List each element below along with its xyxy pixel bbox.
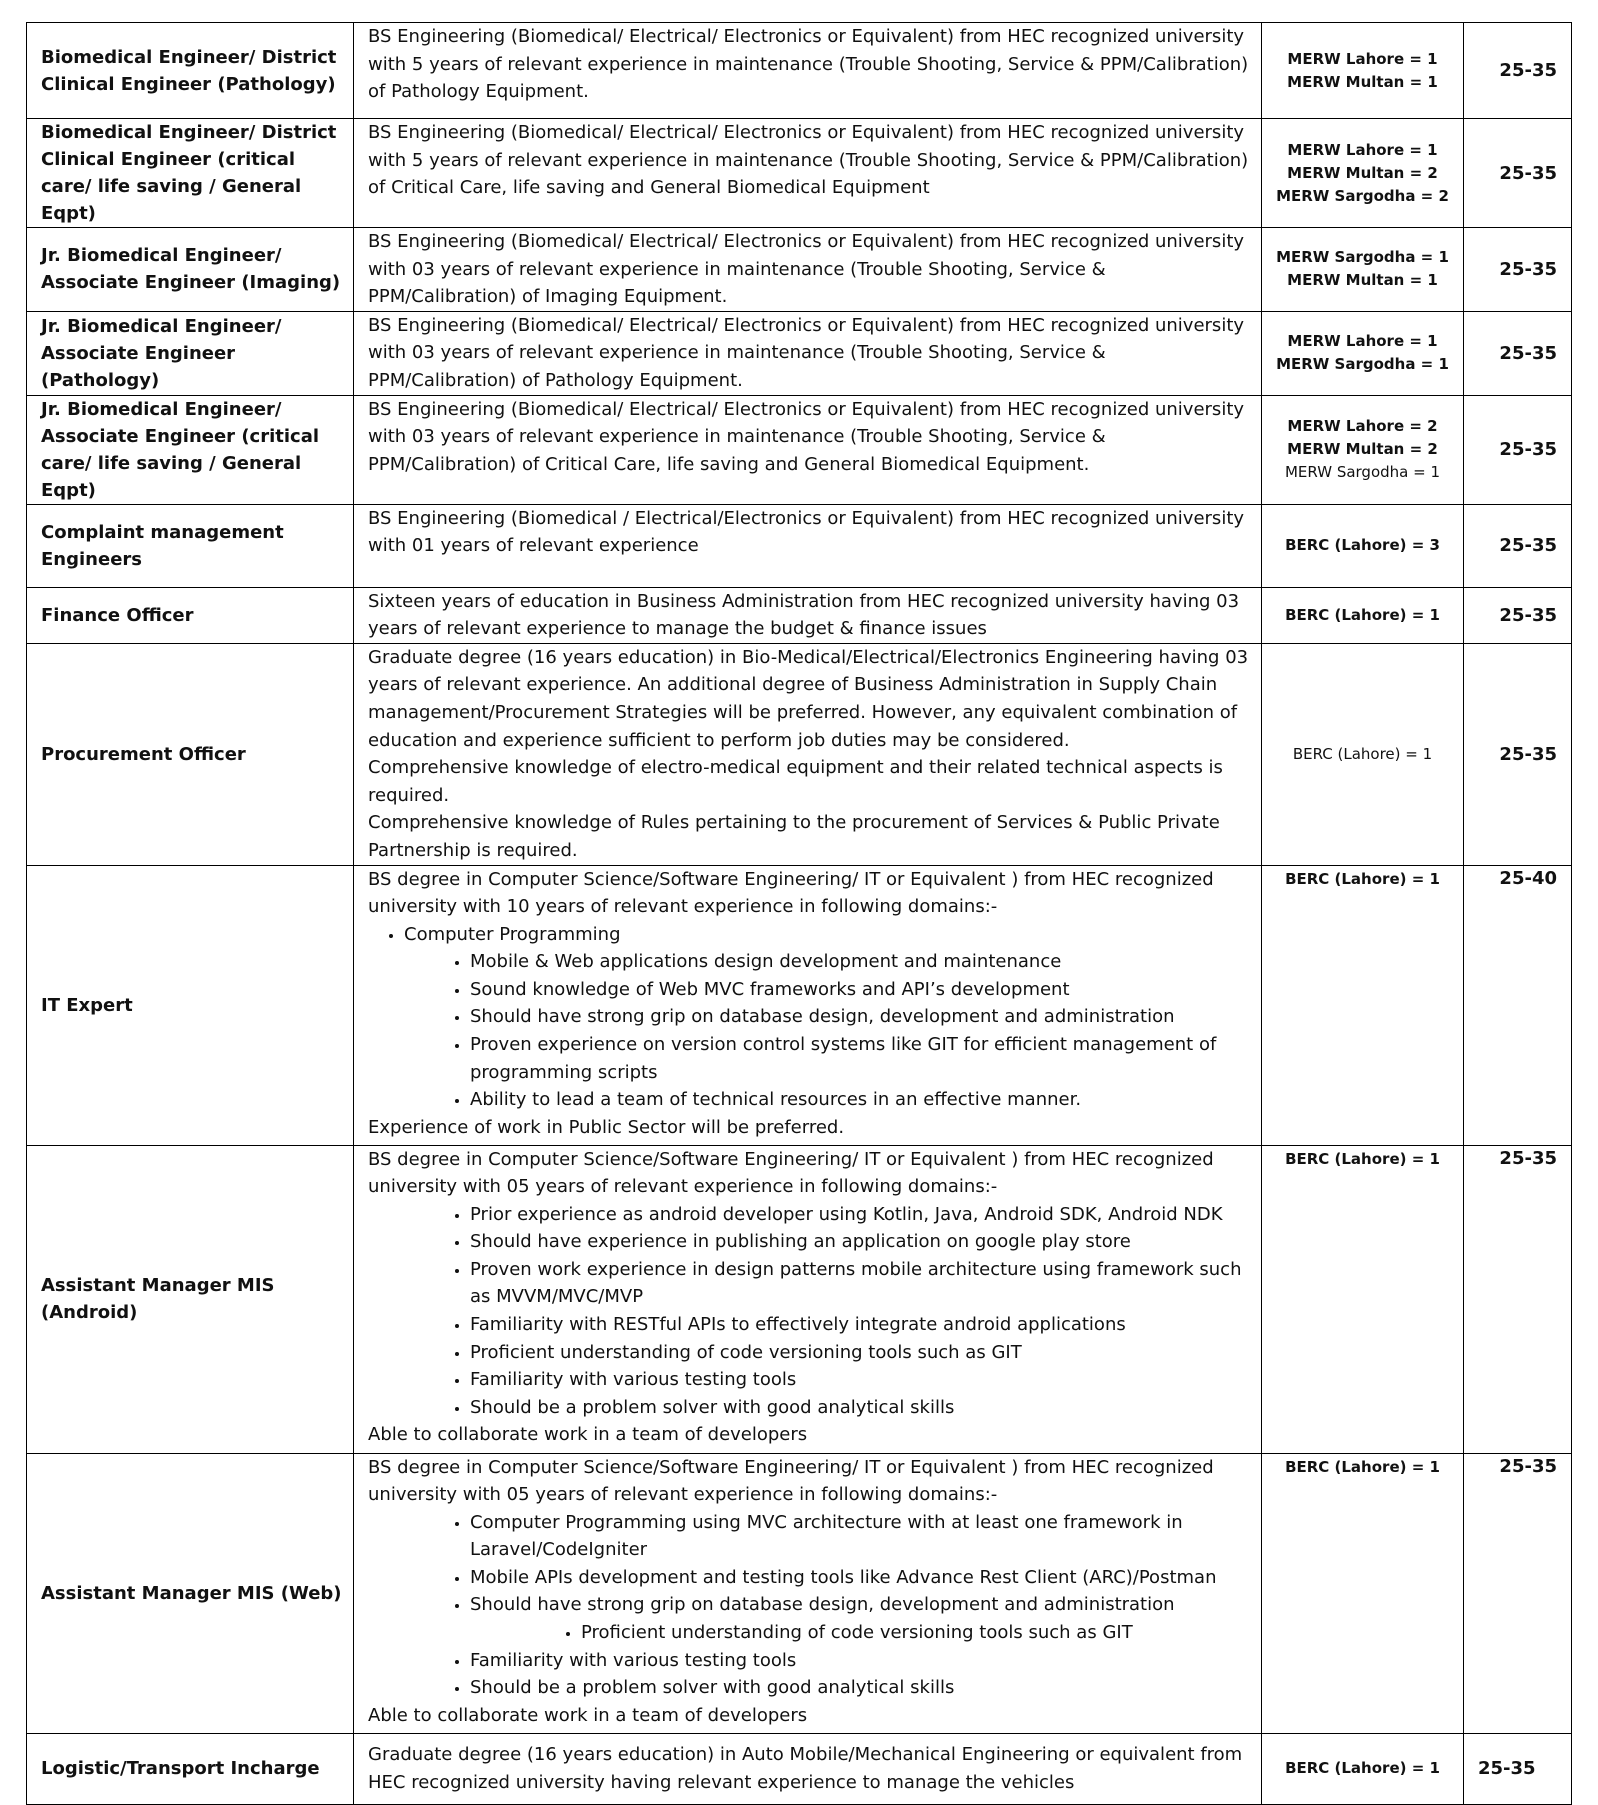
list-item: • Familiarity with various testing tools bbox=[470, 1647, 1251, 1675]
age-limit: 25-35 bbox=[1464, 504, 1572, 587]
table-row bbox=[27, 23, 1572, 119]
qualification-outro: Able to collaborate work in a team of developers bbox=[368, 1424, 808, 1446]
table-row bbox=[27, 1145, 1572, 1453]
seats bbox=[1262, 1145, 1464, 1453]
qualification bbox=[354, 1733, 1262, 1804]
qualification-text: Graduate degree (16 years education) in Bio-Medical/Electrical/Electronics Engineering having 03 years of relevant experience. An additional degree of Business Administration in Supply Chain management/Procurement Strategies will be preferred. However, any equivalent combination of education and experience sufficient to perform job duties may be considered. bbox=[368, 646, 1249, 751]
post-name: Biomedical Engineer/ District Clinical Engineer (Pathology) bbox=[27, 23, 354, 119]
table-row bbox=[27, 395, 1572, 504]
qualification-text: BS Engineering (Biomedical/ Electrical/ Electronics or Equivalent) from HEC recognized university with 03 years of relevant experience in maintenance (Trouble Shooting, Service & PPM/Calibration) of Imaging Equipment. bbox=[368, 231, 1245, 308]
seat-entry: MERW Lahore = 1 bbox=[1287, 49, 1438, 68]
post-name: Logistic/Transport Incharge bbox=[27, 1733, 354, 1804]
bullet-list bbox=[368, 1201, 1251, 1422]
seats bbox=[1262, 228, 1464, 312]
qualification bbox=[354, 395, 1262, 504]
age-limit: 25-35 bbox=[1464, 119, 1572, 228]
qualification bbox=[354, 228, 1262, 312]
post-name: Complaint management Engineers bbox=[27, 504, 354, 587]
age-limit: 25-35 bbox=[1464, 1733, 1572, 1804]
table-row bbox=[27, 1733, 1572, 1804]
list-item: • Should have strong grip on database design, development and administration bbox=[470, 1003, 1251, 1031]
post-name: IT Expert bbox=[27, 865, 354, 1145]
table-row bbox=[27, 587, 1572, 643]
qualification bbox=[354, 587, 1262, 643]
table-row bbox=[27, 1453, 1572, 1733]
seat-entry: MERW Multan = 1 bbox=[1287, 271, 1438, 290]
age-limit: 25-35 bbox=[1464, 643, 1572, 865]
bullet-list bbox=[368, 1619, 1251, 1647]
post-name: Jr. Biomedical Engineer/ Associate Engineer (critical care/ life saving / General Eqpt) bbox=[27, 395, 354, 504]
qualification-text: BS Engineering (Biomedical/ Electrical/ Electronics or Equivalent) from HEC recognized university with 03 years of relevant experience in maintenance (Trouble Shooting, Service & PPM/Calibration) of Critical Care, life saving and General Biomedical Equipment. bbox=[368, 398, 1245, 475]
seats bbox=[1262, 865, 1464, 1145]
seat-entry: BERC (Lahore) = 1 bbox=[1285, 605, 1440, 624]
qualification bbox=[354, 643, 1262, 865]
jobs-table bbox=[26, 22, 1572, 1805]
seat-entry: MERW Sargodha = 2 bbox=[1276, 186, 1449, 205]
qualification-text: Comprehensive knowledge of electro-medical equipment and their related technical aspects is required. bbox=[368, 757, 1223, 806]
post-name: Assistant Manager MIS (Android) bbox=[27, 1145, 354, 1453]
qualification bbox=[354, 119, 1262, 228]
age-limit: 25-35 bbox=[1464, 587, 1572, 643]
post-name: Procurement Officer bbox=[27, 643, 354, 865]
list-item: • Computer Programming using MVC architecture with at least one framework in Laravel/CodeIgniter bbox=[470, 1509, 1251, 1564]
qualification-text: BS Engineering (Biomedical/ Electrical/ Electronics or Equivalent) from HEC recognized university with 03 years of relevant experience in maintenance (Trouble Shooting, Service & PPM/Calibration) of Pathology Equipment. bbox=[368, 314, 1245, 391]
seat-entry: MERW Multan = 1 bbox=[1287, 72, 1438, 91]
qualification-outro: Experience of work in Public Sector will be preferred. bbox=[368, 1116, 845, 1138]
table-row bbox=[27, 311, 1572, 395]
list-item: • Sound knowledge of Web MVC frameworks and API’s development bbox=[470, 976, 1251, 1004]
seat-entry: BERC (Lahore) = 1 bbox=[1292, 744, 1433, 763]
list-item: • Should have experience in publishing an application on google play store bbox=[470, 1228, 1251, 1256]
qualification bbox=[354, 504, 1262, 587]
age-limit: 25-35 bbox=[1464, 1145, 1572, 1453]
list-item: • Should be a problem solver with good analytical skills bbox=[470, 1674, 1251, 1702]
qualification-intro: BS degree in Computer Science/Software Engineering/ IT or Equivalent ) from HEC recognized university with 05 years of relevant experience in following domains:- bbox=[368, 1456, 1214, 1506]
list-item: • Should be a problem solver with good analytical skills bbox=[470, 1394, 1251, 1422]
qualification-text: BS Engineering (Biomedical/ Electrical/ Electronics or Equivalent) from HEC recognized university with 5 years of relevant experience in maintenance (Trouble Shooting, Service & PPM/Calibration) of Critical Care, life saving and General Biomedical Equipment bbox=[368, 122, 1249, 199]
seat-entry: MERW Sargodha = 1 bbox=[1276, 248, 1449, 267]
table-row bbox=[27, 865, 1572, 1145]
seats bbox=[1262, 119, 1464, 228]
seats bbox=[1262, 1733, 1464, 1804]
seat-entry: BERC (Lahore) = 1 bbox=[1285, 1149, 1440, 1168]
qualification bbox=[354, 1145, 1262, 1453]
bullet-list bbox=[368, 921, 1251, 949]
qualification bbox=[354, 311, 1262, 395]
list-item: • Mobile APIs development and testing tools like Advance Rest Client (ARC)/Postman bbox=[470, 1564, 1251, 1592]
seat-entry: BERC (Lahore) = 1 bbox=[1285, 1457, 1440, 1476]
seats bbox=[1262, 643, 1464, 865]
post-name: Assistant Manager MIS (Web) bbox=[27, 1453, 354, 1733]
post-name: Finance Officer bbox=[27, 587, 354, 643]
qualification bbox=[354, 865, 1262, 1145]
bullet-list bbox=[368, 1509, 1251, 1619]
list-item: • Familiarity with various testing tools bbox=[470, 1366, 1251, 1394]
seat-entry: BERC (Lahore) = 3 bbox=[1285, 536, 1440, 555]
age-limit: 25-35 bbox=[1464, 23, 1572, 119]
list-item: • Ability to lead a team of technical resources in an effective manner. bbox=[470, 1086, 1251, 1114]
age-limit: 25-40 bbox=[1464, 865, 1572, 1145]
age-limit: 25-35 bbox=[1464, 1453, 1572, 1733]
age-limit: 25-35 bbox=[1464, 311, 1572, 395]
seat-entry: MERW Multan = 2 bbox=[1287, 163, 1438, 182]
seats bbox=[1262, 504, 1464, 587]
post-name: Biomedical Engineer/ District Clinical Engineer (critical care/ life saving / General Eqpt) bbox=[27, 119, 354, 228]
list-item: • Proficient understanding of code versioning tools such as GIT bbox=[470, 1339, 1251, 1367]
list-item: • Mobile & Web applications design development and maintenance bbox=[470, 948, 1251, 976]
table-row bbox=[27, 504, 1572, 587]
post-name: Jr. Biomedical Engineer/ Associate Engineer (Imaging) bbox=[27, 228, 354, 312]
seat-entry: MERW Sargodha = 1 bbox=[1284, 463, 1441, 482]
list-item: • Familiarity with RESTful APIs to effectively integrate android applications bbox=[470, 1311, 1251, 1339]
seat-entry: MERW Lahore = 2 bbox=[1287, 417, 1438, 436]
list-item: • Computer Programming bbox=[404, 921, 1251, 949]
qualification-outro: Able to collaborate work in a team of developers bbox=[368, 1704, 808, 1726]
qualification bbox=[354, 23, 1262, 119]
qualification-text: Graduate degree (16 years education) in Auto Mobile/Mechanical Engineering or equivalent from HEC recognized university having relevant experience to manage the vehicles bbox=[368, 1743, 1243, 1793]
seat-entry: MERW Sargodha = 1 bbox=[1276, 355, 1449, 374]
qualification-text: BS Engineering (Biomedical / Electrical/Electronics or Equivalent) from HEC recognized university with 01 years of relevant experience bbox=[368, 507, 1245, 557]
table-row bbox=[27, 643, 1572, 865]
seat-entry: MERW Lahore = 1 bbox=[1287, 332, 1438, 351]
seats bbox=[1262, 1453, 1464, 1733]
qualification-text: Sixteen years of education in Business Administration from HEC recognized university having 03 years of relevant experience to manage the budget & finance issues bbox=[368, 590, 1240, 640]
bullet-list bbox=[368, 1647, 1251, 1702]
list-item: • Proven work experience in design patterns mobile architecture using framework such as MVVM/MVC/MVP bbox=[470, 1256, 1251, 1311]
list-item: • Prior experience as android developer using Kotlin, Java, Android SDK, Android NDK bbox=[470, 1201, 1251, 1229]
age-limit: 25-35 bbox=[1464, 395, 1572, 504]
seat-entry: MERW Multan = 2 bbox=[1287, 440, 1438, 459]
post-name: Jr. Biomedical Engineer/ Associate Engineer (Pathology) bbox=[27, 311, 354, 395]
list-item: • Proficient understanding of code versioning tools such as GIT bbox=[581, 1619, 1251, 1647]
qualification-text: BS Engineering (Biomedical/ Electrical/ Electronics or Equivalent) from HEC recognized university with 5 years of relevant experience in maintenance (Trouble Shooting, Service & PPM/Calibration) of Pathology Equipment. bbox=[368, 26, 1249, 103]
age-limit: 25-35 bbox=[1464, 228, 1572, 312]
seats bbox=[1262, 395, 1464, 504]
seat-entry: MERW Lahore = 1 bbox=[1287, 140, 1438, 159]
list-item: • Proven experience on version control systems like GIT for efficient management of programming scripts bbox=[470, 1031, 1251, 1086]
table-row bbox=[27, 228, 1572, 312]
qualification-text: Comprehensive knowledge of Rules pertaining to the procurement of Services & Public Private Partnership is required. bbox=[368, 812, 1220, 861]
list-item: • Should have strong grip on database design, development and administration bbox=[470, 1591, 1251, 1619]
qualification-intro: BS degree in Computer Science/Software Engineering/ IT or Equivalent ) from HEC recognized university with 10 years of relevant experience in following domains:- bbox=[368, 868, 1214, 918]
qualification-intro: BS degree in Computer Science/Software Engineering/ IT or Equivalent ) from HEC recognized university with 05 years of relevant experience in following domains:- bbox=[368, 1148, 1214, 1198]
seats bbox=[1262, 23, 1464, 119]
seats bbox=[1262, 587, 1464, 643]
seat-entry: BERC (Lahore) = 1 bbox=[1285, 869, 1440, 888]
seat-entry: BERC (Lahore) = 1 bbox=[1285, 1759, 1440, 1777]
qualification bbox=[354, 1453, 1262, 1733]
bullet-list bbox=[368, 948, 1251, 1114]
seats bbox=[1262, 311, 1464, 395]
table-row bbox=[27, 119, 1572, 228]
